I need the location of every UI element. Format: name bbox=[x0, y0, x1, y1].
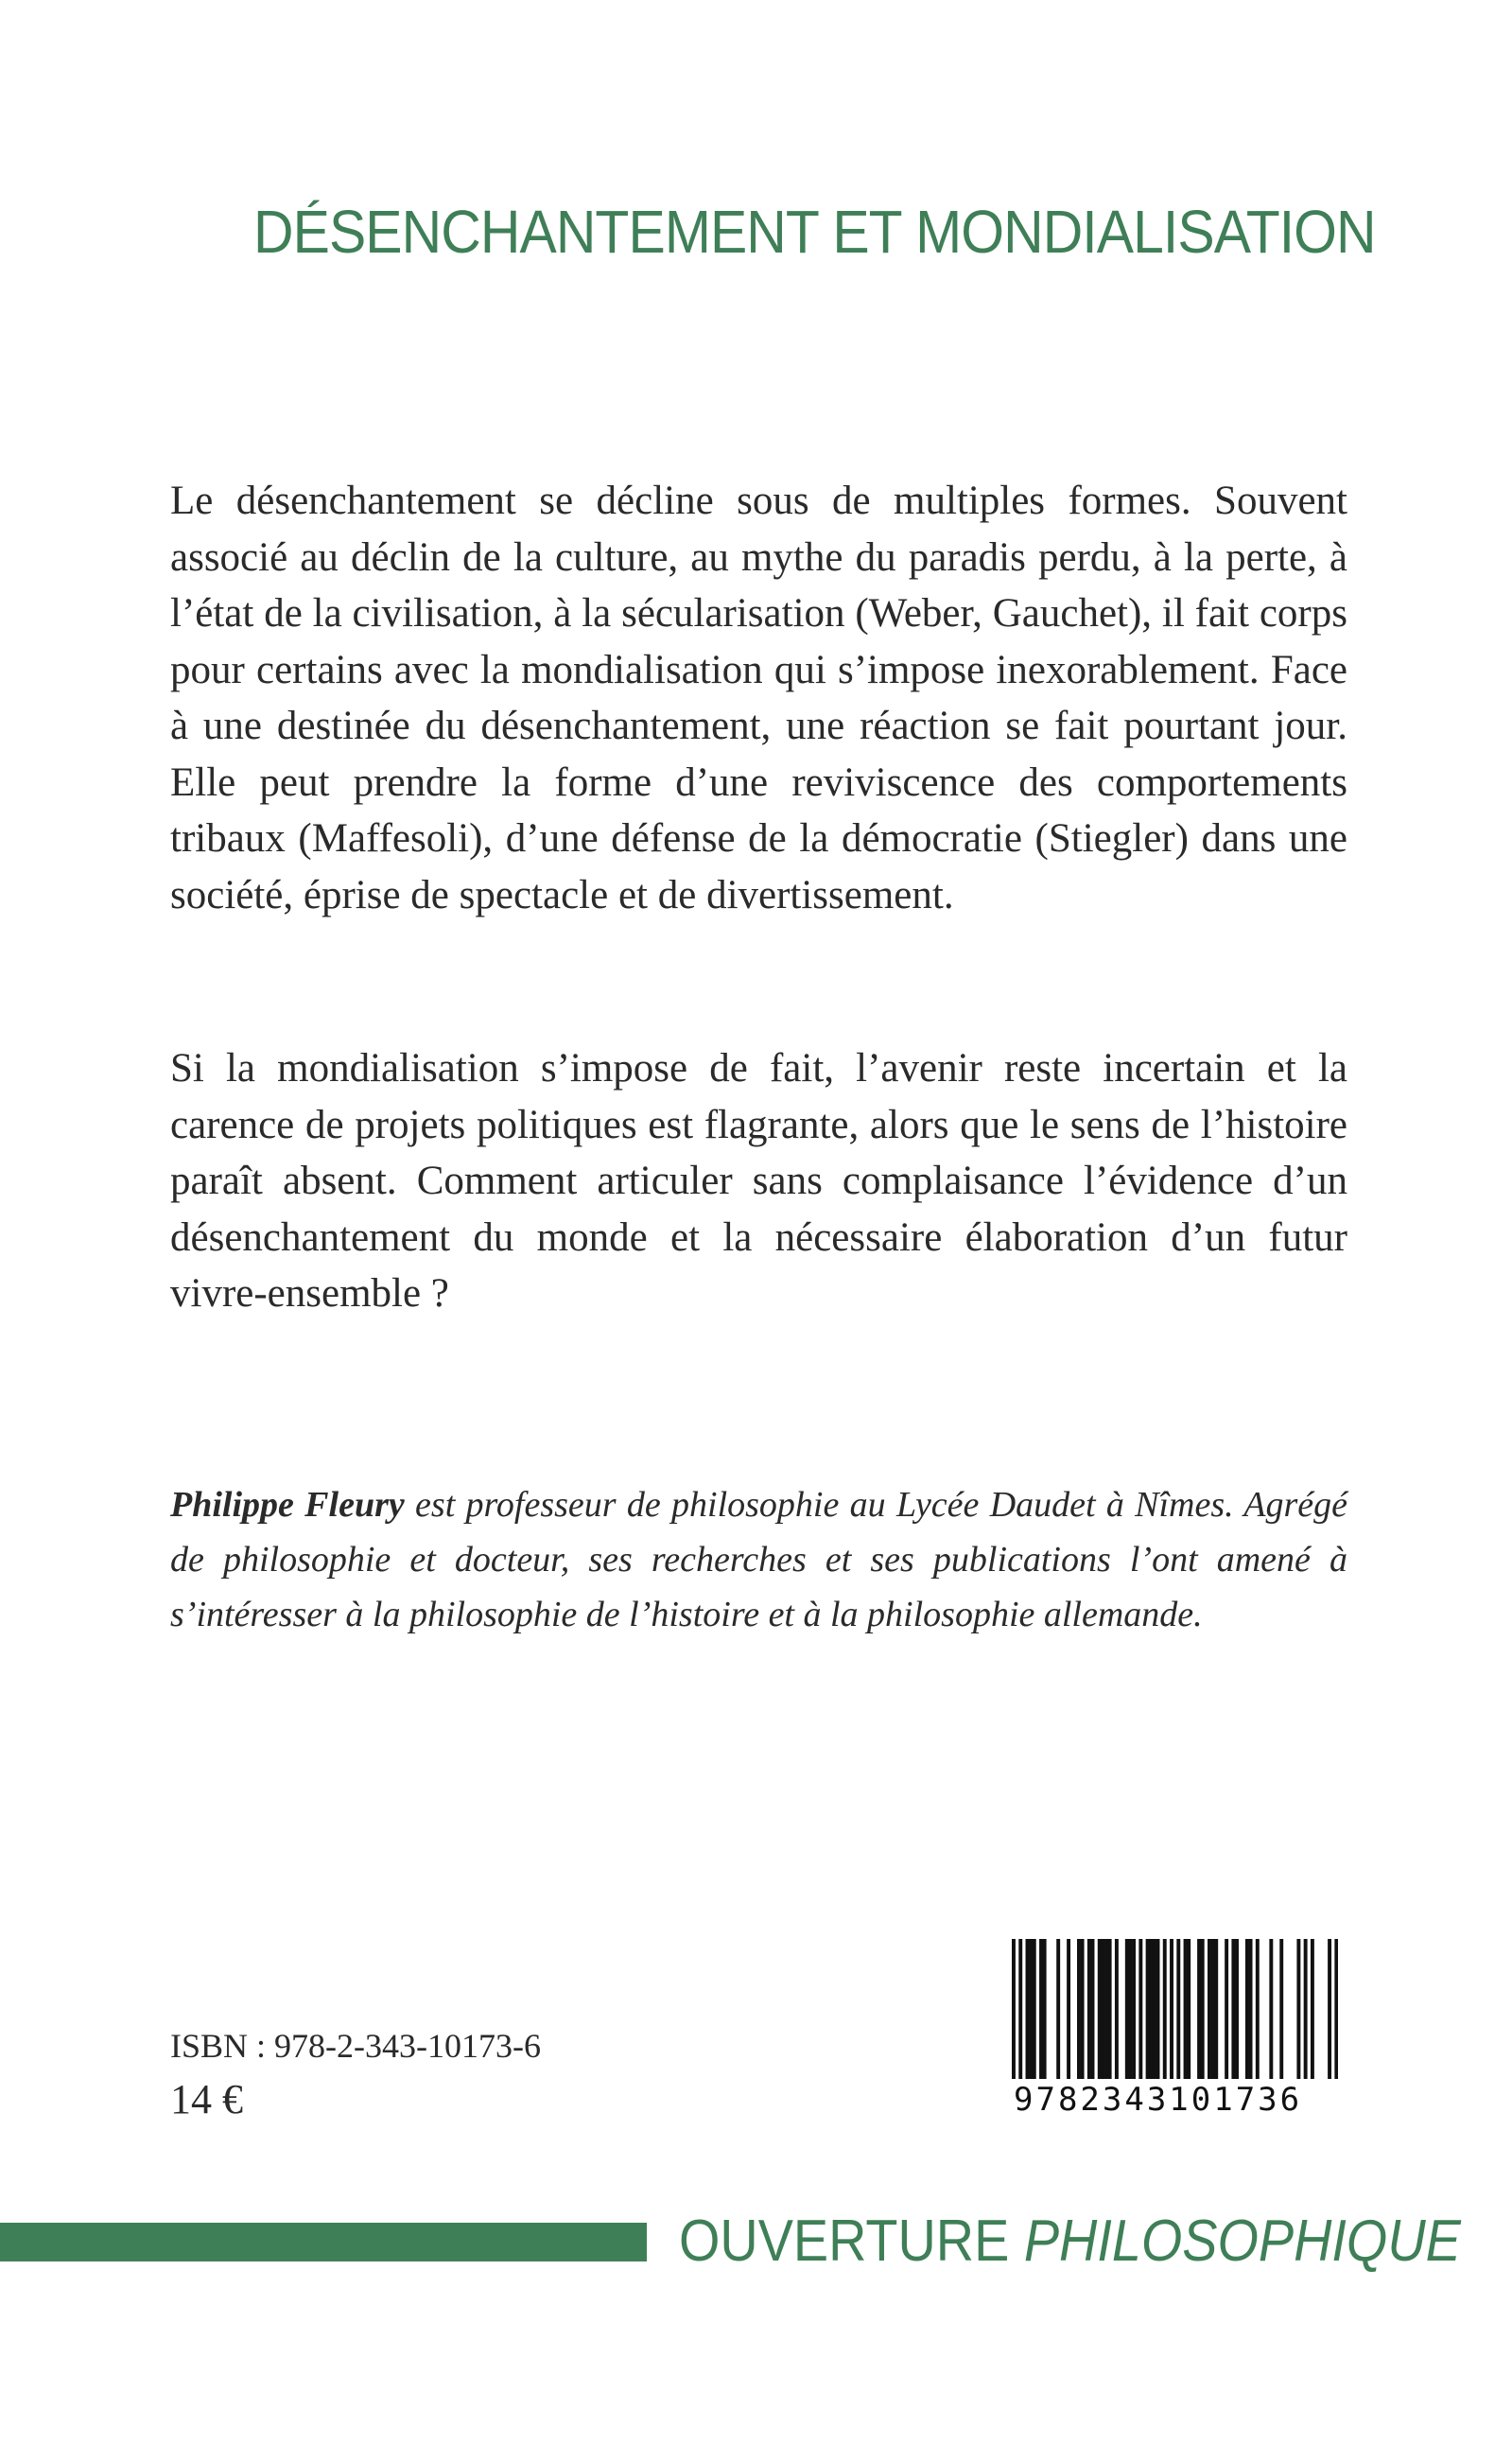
barcode-bar bbox=[1125, 1939, 1129, 2079]
barcode-bar bbox=[1296, 1939, 1300, 2079]
author-bio-text: est professeur de philosophie au Lycée Daudet à Nîmes. Agrégé de philosophie et docteur, ses recherches et ses publications l’ont amené à s’intéresser à la philosophie de l’histoire et à la philosophie allemande. bbox=[170, 1485, 1347, 1634]
barcode-bar bbox=[1087, 1939, 1091, 2079]
barcode-bar bbox=[1146, 1939, 1150, 2079]
barcode-bar bbox=[1138, 1939, 1142, 2079]
barcode-bar bbox=[1170, 1939, 1173, 2079]
barcode-bar bbox=[1334, 1939, 1338, 2079]
barcode-bar bbox=[1026, 1939, 1030, 2079]
summary-paragraph-2: Si la mondialisation s’impose de fait, l’avenir reste incertain et la carence de projets politiques est flagrante, alors que le sens de l’histoire paraît absent. Comment articuler sans complaisance l’évidence d’un désenchantement du monde et la nécessaire élaboration d’un futur vivre-ensemble ? bbox=[170, 1046, 1347, 1316]
barcode-bar bbox=[1098, 1939, 1102, 2079]
author-bio bbox=[170, 1477, 1347, 1642]
barcode-bar bbox=[1067, 1939, 1070, 2079]
summary-paragraph-1: Le désenchantement se décline sous de multiples formes. Souvent associé au déclin de la culture, au mythe du paradis perdu, à la perte, à l’état de la civilisation, à la sécularisation (Weber, Gauchet), il fait corps pour certains avec la mondialisation qui s’impose inexorablement. Face à une destinée du désenchantement, une réaction se fait pourtant jour. Elle peut prendre la forme d’une reviviscence des comportements tribaux (Maffesoli), d’une défense de la démocratie (Stiegler) dans une société, éprise de spectacle et de divertissement. bbox=[170, 479, 1347, 917]
barcode-bar bbox=[1176, 1939, 1180, 2079]
barcode-bar bbox=[1279, 1939, 1283, 2079]
barcode-bar bbox=[1197, 1939, 1201, 2079]
barcode-bar bbox=[1039, 1939, 1043, 2079]
barcode-bars bbox=[1012, 1939, 1338, 2079]
barcode-bar bbox=[1304, 1939, 1308, 2079]
barcode-bar bbox=[1104, 1939, 1108, 2079]
barcode-bar bbox=[1132, 1939, 1136, 2079]
barcode-bar bbox=[1328, 1939, 1331, 2079]
barcode-bar bbox=[1056, 1939, 1060, 2079]
barcode-bar bbox=[1149, 1939, 1153, 2079]
barcode-bar bbox=[1235, 1939, 1239, 2079]
barcode-bar bbox=[1214, 1939, 1218, 2079]
barcode-bar bbox=[1163, 1939, 1167, 2079]
barcode-bar bbox=[1091, 1939, 1095, 2079]
collection-name-part2: PHILOSOPHIQUE bbox=[1023, 2209, 1461, 2274]
price: 14 € bbox=[170, 2076, 243, 2122]
barcode-bar bbox=[1249, 1939, 1253, 2079]
isbn: ISBN : 978-2-343-10173-6 bbox=[170, 2027, 541, 2065]
barcode-bar bbox=[1077, 1939, 1081, 2079]
barcode-bar bbox=[1029, 1939, 1033, 2079]
barcode-bar bbox=[1043, 1939, 1047, 2079]
barcode-bar bbox=[1225, 1939, 1228, 2079]
barcode-bar bbox=[1033, 1939, 1036, 2079]
barcode-bar bbox=[1245, 1939, 1249, 2079]
collection-name bbox=[679, 2208, 1461, 2275]
barcode-bar bbox=[1269, 1939, 1273, 2079]
barcode-bar bbox=[1211, 1939, 1215, 2079]
barcode-bar bbox=[1208, 1939, 1211, 2079]
barcode-bar bbox=[1128, 1939, 1132, 2079]
barcode-bar bbox=[1184, 1939, 1188, 2079]
book-title: DÉSENCHANTEMENT ET MONDIALISATION bbox=[253, 198, 1376, 266]
collection-bar bbox=[0, 2223, 647, 2261]
barcode-bar bbox=[1201, 1939, 1205, 2079]
barcode-bar bbox=[1311, 1939, 1314, 2079]
barcode-bar bbox=[1018, 1939, 1022, 2079]
barcode-bar bbox=[1153, 1939, 1156, 2079]
barcode-bar bbox=[1156, 1939, 1160, 2079]
barcode-bar bbox=[1081, 1939, 1085, 2079]
author-name: Philippe Fleury bbox=[170, 1485, 405, 1525]
barcode-bar bbox=[1231, 1939, 1235, 2079]
barcode-bar bbox=[1187, 1939, 1190, 2079]
barcode-number: 9782343101736 bbox=[1014, 2081, 1303, 2119]
barcode-bar bbox=[1256, 1939, 1260, 2079]
barcode-bar bbox=[1108, 1939, 1112, 2079]
barcode-bar bbox=[1115, 1939, 1119, 2079]
barcode-bar bbox=[1101, 1939, 1104, 2079]
collection-name-part1: OUVERTURE bbox=[679, 2209, 1024, 2274]
barcode-bar bbox=[1012, 1939, 1016, 2079]
